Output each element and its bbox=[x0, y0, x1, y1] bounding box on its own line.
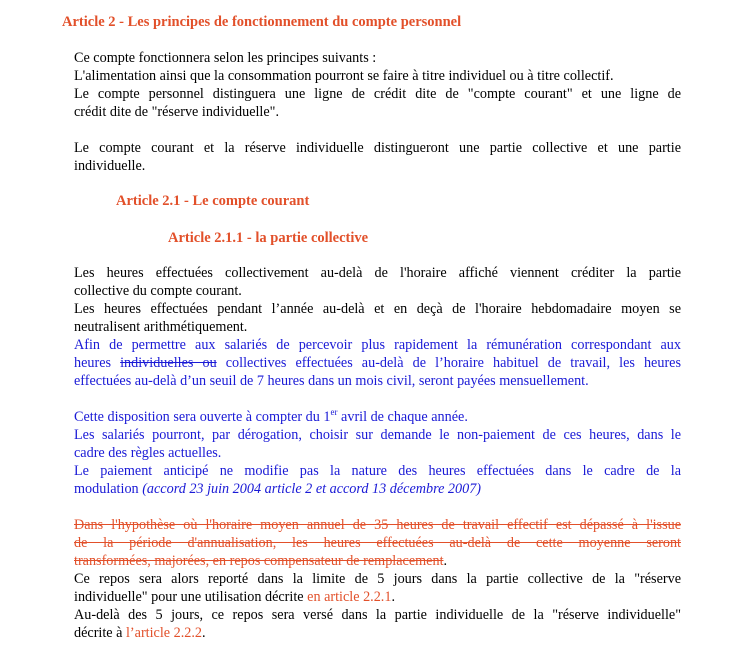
added-paragraph-modulation bbox=[74, 462, 681, 498]
paragraph-line: collective du compte courant. bbox=[74, 283, 242, 299]
article-2-intro: Ce compte fonctionnera selon les principes suivants : bbox=[74, 50, 377, 66]
paragraph-line: crédit dite de "réserve individuelle". bbox=[74, 104, 280, 120]
paragraph-line bbox=[74, 552, 681, 570]
deleted-paragraph-annualisation bbox=[74, 516, 681, 570]
paragraph-line: Les heures effectuées collectivement au-delà de l'horaire affiché viennent créditer la partie bbox=[74, 265, 681, 281]
text-run: collectives effectuées au-delà de l’horaire habituel de travail, les heures bbox=[216, 355, 681, 371]
article-2-paragraph-2 bbox=[74, 85, 681, 121]
article-2-1-heading: Article 2.1 - Le compte courant bbox=[116, 193, 310, 209]
text-run: individuelle" pour une utilisation décrite bbox=[74, 589, 308, 605]
text-run: modulation bbox=[74, 481, 143, 497]
paragraph-line bbox=[74, 588, 681, 606]
article-2-1-1-paragraph-1 bbox=[74, 264, 681, 300]
article-2-paragraph-3 bbox=[74, 139, 681, 175]
article-reference-link[interactable]: l’article 2.2.2 bbox=[125, 625, 203, 641]
paragraph-line: effectuées au-delà d’un seuil de 7 heures dans un mois civil, seront payées mensuellement. bbox=[74, 373, 589, 389]
paragraph-line: Ce repos sera alors reporté dans la limite de 5 jours dans la partie collective de la "réserve bbox=[74, 571, 681, 587]
added-paragraph-effective-date bbox=[74, 408, 468, 426]
article-reference-link[interactable]: en article 2.2.1 bbox=[307, 589, 392, 605]
article-2-1-1-paragraph-3 bbox=[74, 570, 681, 606]
paragraph-line: Les salariés pourront, par dérogation, choisir sur demande le non-paiement de ces heures, dans le bbox=[74, 427, 681, 443]
text-run: . bbox=[202, 625, 206, 641]
paragraph-line: cadre des règles actuelles. bbox=[74, 445, 222, 461]
agreement-reference: (accord 23 juin 2004 article 2 et accord 13 décembre 2007) bbox=[142, 481, 482, 497]
article-2-1-1-paragraph-4 bbox=[74, 606, 681, 642]
article-2-heading: Article 2 - Les principes de fonctionnement du compte personnel bbox=[62, 14, 462, 30]
article-2-1-1-heading: Article 2.1.1 - la partie collective bbox=[168, 230, 369, 246]
text-run: décrite à bbox=[74, 625, 126, 641]
paragraph-line bbox=[74, 354, 681, 372]
deleted-text: transformées, majorées, en repos compensateur de remplacement bbox=[74, 553, 444, 569]
text-run: . bbox=[443, 553, 448, 569]
paragraph-line: Afin de permettre aux salariés de percevoir plus rapidement la rémunération correspondant aux bbox=[74, 337, 681, 353]
paragraph-line: Le paiement anticipé ne modifie pas la nature des heures effectuées dans le cadre de la bbox=[74, 463, 681, 479]
paragraph-line bbox=[74, 480, 681, 498]
deleted-text: individuelles ou bbox=[120, 355, 217, 371]
article-2-1-1-paragraph-2 bbox=[74, 300, 681, 336]
paragraph-line: Le compte courant et la réserve individuelle distingueront une partie collective et une partie bbox=[74, 140, 681, 156]
paragraph-line: Au-delà des 5 jours, ce repos sera versé dans la partie individuelle de la "réserve individuelle" bbox=[74, 607, 681, 623]
paragraph-line: Les heures effectuées pendant l’année au-delà et en deçà de l'horaire hebdomadaire moyen se bbox=[74, 301, 681, 317]
paragraph-line: neutralisent arithmétiquement. bbox=[74, 319, 248, 335]
deleted-line: de la période d'annualisation, les heures effectuées au-delà de cette moyenne seront bbox=[74, 535, 681, 551]
added-paragraph-early-payment bbox=[74, 336, 681, 390]
text-run: heures bbox=[74, 355, 121, 371]
ordinal-superscript: er bbox=[330, 407, 338, 417]
paragraph-line: Le compte personnel distinguera une ligne de crédit dite de "compte courant" et une ligne de bbox=[74, 86, 681, 102]
article-2-paragraph-1: L'alimentation ainsi que la consommation pourront se faire à titre individuel ou à titre collectif. bbox=[74, 68, 614, 84]
text-run: avril de chaque année. bbox=[337, 409, 468, 425]
deleted-line: Dans l'hypothèse où l'horaire moyen annuel de 35 heures de travail effectif est dépassé à l'issue bbox=[74, 517, 681, 533]
text-run: Cette disposition sera ouverte à compter du 1 bbox=[74, 409, 331, 425]
paragraph-line: individuelle. bbox=[74, 158, 146, 174]
paragraph-line bbox=[74, 624, 681, 642]
added-paragraph-derogation bbox=[74, 426, 681, 462]
text-run: . bbox=[391, 589, 395, 605]
